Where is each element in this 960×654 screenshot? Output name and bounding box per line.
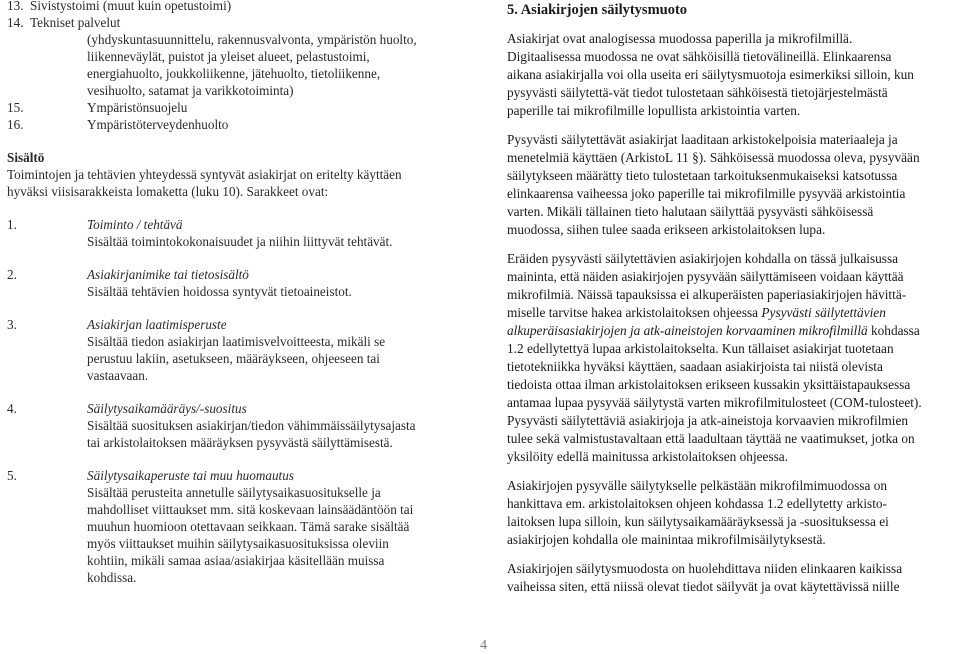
paragraph-line: paperille tai mikrofilmille lopullista arkistointia varten. bbox=[507, 103, 801, 118]
contents-intro-line: Toimintojen ja tehtävien yhteydessä syntyvät asiakirjat on eritelty käyttäen bbox=[7, 167, 402, 182]
section-heading: 5. Asiakirjojen säilytysmuoto bbox=[507, 2, 688, 18]
paragraph-line: Pysyvästi säilytettäviä asiakirjoja ja atk-aineistoja korvaavien mikrofilmien bbox=[507, 413, 909, 428]
guide-title: Pysyvästi säilytettävien bbox=[761, 305, 886, 320]
list-item bbox=[7, 116, 477, 133]
list-text: Sivistystoimi (muut kuin opetustoimi) bbox=[30, 0, 232, 13]
column-text: mahdolliset viittaukset mm. sitä koskevaan lainsäädäntöön tai bbox=[87, 502, 414, 517]
paragraph-lifecycle bbox=[507, 560, 957, 596]
column-description bbox=[7, 467, 477, 586]
paragraph-storage-formats bbox=[507, 30, 957, 120]
column-text: Sisältää tiedon asiakirjan laatimisvelvoitteesta, mikäli se bbox=[87, 334, 386, 349]
column-text: kohdissa. bbox=[87, 570, 137, 585]
paragraph-microfilm-permission bbox=[507, 477, 957, 549]
paragraph-line: aikana asiakirjalla voi olla useita eri säilytysmuotoja esimerkiksi silloin, kun bbox=[507, 67, 914, 82]
paragraph-line: Pysyvästi säilytettävät asiakirjat laaditaan arkistokelpoisia materiaaleja ja bbox=[507, 132, 898, 147]
paragraph-line: mainintа, että näiden asiakirjojen pysyvään säilyttämiseen voidaan käyttää bbox=[507, 269, 904, 284]
paragraph-line: tietotekniikka hyväksi käyttäen, saadaan asiakirjoista tai niistä olevista bbox=[507, 359, 883, 374]
column-text: myös viittaukset muihin säilytysaikasuosituksissa oleviin bbox=[87, 536, 389, 551]
list-item bbox=[7, 0, 477, 14]
column-text: vastaavaan. bbox=[87, 368, 149, 383]
column-number: 2. bbox=[7, 267, 17, 282]
column-number: 5. bbox=[7, 468, 17, 483]
column-number: 1. bbox=[7, 217, 17, 232]
column-text: kohtiin, mikäli samaa asiaa/asiakirjaa käsitellään muissa bbox=[87, 553, 385, 568]
paragraph-line: muodossa, siihen tulee saada erikseen arkistolaitoksen lupa. bbox=[507, 222, 826, 237]
column-text: Sisältää tehtävien hoidossa syntyvät tietoaineistot. bbox=[87, 284, 352, 299]
column-title: Asiakirjanimike tai tietosisältö bbox=[87, 267, 249, 282]
list-text: Ympäristönsuojelu bbox=[87, 100, 188, 115]
function-list bbox=[7, 0, 477, 133]
column-text: Sisältää toimintokokonaisuudet ja niihin liittyvät tehtävät. bbox=[87, 234, 393, 249]
column-text: perustuu lakiin, asetukseen, määräykseen, ohjeeseen tai bbox=[87, 351, 380, 366]
paragraph-line bbox=[507, 304, 957, 322]
paragraph-line: vaiheissa siten, että niissä olevat tiedot säilyvät ja ovat käytettävissä niille bbox=[507, 579, 900, 594]
column-title: Säilytysaikaperuste tai muu huomautus bbox=[87, 468, 294, 483]
guide-title: alkuperäisasiakirjojen ja atk-aineistojen korvaaminen mikrofilmillä bbox=[507, 323, 868, 338]
paragraph-line: Asiakirjat ovat analogisessa muodossa paperilla ja mikrofilmillä. bbox=[507, 31, 853, 46]
list-item bbox=[7, 14, 477, 31]
paragraph-line bbox=[507, 322, 957, 340]
paragraph-text: kohdassa bbox=[867, 323, 920, 338]
paragraph-microfilm bbox=[507, 250, 957, 466]
paragraph-text: miselle tarvitse hakea arkistolaitoksen ohjeessa bbox=[507, 305, 762, 320]
column-number: 3. bbox=[7, 317, 17, 332]
list-number: 13. bbox=[7, 0, 24, 13]
paragraph-line: mikrofilmiä. Näissä tapauksissa ei alkuperäisten paperiasiakirjojen hävittä- bbox=[507, 287, 907, 302]
column-text: Sisältää suosituksen asiakirjan/tiedon vähimmäissäilytysajasta bbox=[87, 418, 416, 433]
list-text: Tekniset palvelut bbox=[30, 15, 121, 30]
list-number: 14. bbox=[7, 15, 24, 30]
list-number: 16. bbox=[7, 117, 24, 132]
column-description bbox=[7, 216, 477, 250]
column-text: tai arkistolaitoksen määräyksen pysyvästä säilyttämisestä. bbox=[87, 435, 393, 450]
paragraph-line: elinkaarensa vaiheessa joko paperille tai mikrofilmille pysyvää arkistointia bbox=[507, 186, 906, 201]
paragraph-line: Asiakirjojen pysyvälle säilytykselle pelkästään mikrofilmimuodossa on bbox=[507, 478, 888, 493]
list-text: vesihuolto, satamat ja varikkotoiminta) bbox=[87, 83, 294, 98]
left-column bbox=[7, 0, 477, 586]
paragraph-line: pysyvästi säilytettä-vät tiedot tulostetaan sähköisestä tietojärjestelmästä bbox=[507, 85, 888, 100]
paragraph-permanent-storage bbox=[507, 131, 957, 239]
paragraph-line: Eräiden pysyvästi säilytettävien asiakirjojen kohdalla on tässä julkaisussa bbox=[507, 251, 899, 266]
paragraph-line: tiedoista ottaa ilman arkistolaitoksen erikseen kussakin yksittäistapauksessa bbox=[507, 377, 911, 392]
column-title: Asiakirjan laatimisperuste bbox=[87, 317, 227, 332]
paragraph-line: Asiakirjojen säilytysmuodosta on huolehdittava niiden elinkaaren kaikissa bbox=[507, 561, 903, 576]
right-column bbox=[507, 0, 957, 596]
list-text: liikenneväylät, puistot ja yleiset alueet, pelastustoimi, bbox=[87, 49, 370, 64]
column-description bbox=[7, 316, 477, 384]
paragraph-line: 1.2 edellytettyä lupaa arkistolaitokselta. Kun tällaiset asiakirjat tuotetaan bbox=[507, 341, 894, 356]
column-number: 4. bbox=[7, 401, 17, 416]
paragraph-line: varten. Mikäli tällainen tieto halutaan säilyttää pysyvästi sähköisessä bbox=[507, 204, 874, 219]
paragraph-line: tulee sekä valmistustavaltaan että laadultaan täyttää ne vaatimukset, jotka on bbox=[507, 431, 915, 446]
contents-heading: Sisältö bbox=[7, 150, 45, 165]
list-text: (yhdyskuntasuunnittelu, rakennusvalvonta, ympäristön huolto, bbox=[87, 32, 417, 47]
column-description bbox=[7, 266, 477, 300]
column-description bbox=[7, 400, 477, 451]
paragraph-line: yksilöity edellä mainitussa arkistolaitoksen ohjeessa. bbox=[507, 449, 789, 464]
list-text: Ympäristöterveydenhuolto bbox=[87, 117, 229, 132]
paragraph-line: asiakirjojen kohdalla ole mainintaa mikrofilmisäilytyksestä. bbox=[507, 532, 826, 547]
column-title: Säilytysaikamääräys/-suositus bbox=[87, 401, 247, 416]
paragraph-line: antamaa lupaa pysyvää säilytystä varten mikrofilmitulosteet (COM-tulosteet). bbox=[507, 395, 922, 410]
list-number: 15. bbox=[7, 100, 24, 115]
contents-intro-line: hyväksi viisisarakkeista lomaketta (luku 10). Sarakkeet ovat: bbox=[7, 184, 329, 199]
page-number: 4 bbox=[480, 638, 487, 653]
column-text: Sisältää perusteita annetulle säilytysaikasuositukselle ja bbox=[87, 485, 381, 500]
list-text: energiahuolto, joukkoliikenne, jätehuolto, tietoliikenne, bbox=[87, 66, 381, 81]
paragraph-line: säilytykseen määrätty tieto tulostetaan tarkoituksenmukaiseksi katsotussa bbox=[507, 168, 898, 183]
paragraph-line: Digitaalisessa muodossa ne ovat sähköisillä tietovälineillä. Elinkaarensa bbox=[507, 49, 892, 64]
column-text: muuhun huomioon otettavaan seikkaan. Tämä sarake sisältää bbox=[87, 519, 410, 534]
paragraph-line: hankittava em. arkistolaitoksen ohjeen kohdassa 1.2 edellytetty arkisto- bbox=[507, 496, 887, 511]
paragraph-line: menetelmiä käyttäen (ArkistoL 11 §). Sähköisessä muodossa oleva, pysyvään bbox=[507, 150, 920, 165]
paragraph-line: laitoksen lupa silloin, kun säilytysaikamääräyksessä ja -suosituksessa ei bbox=[507, 514, 889, 529]
list-item bbox=[7, 99, 477, 116]
column-title: Toiminto / tehtävä bbox=[87, 217, 183, 232]
